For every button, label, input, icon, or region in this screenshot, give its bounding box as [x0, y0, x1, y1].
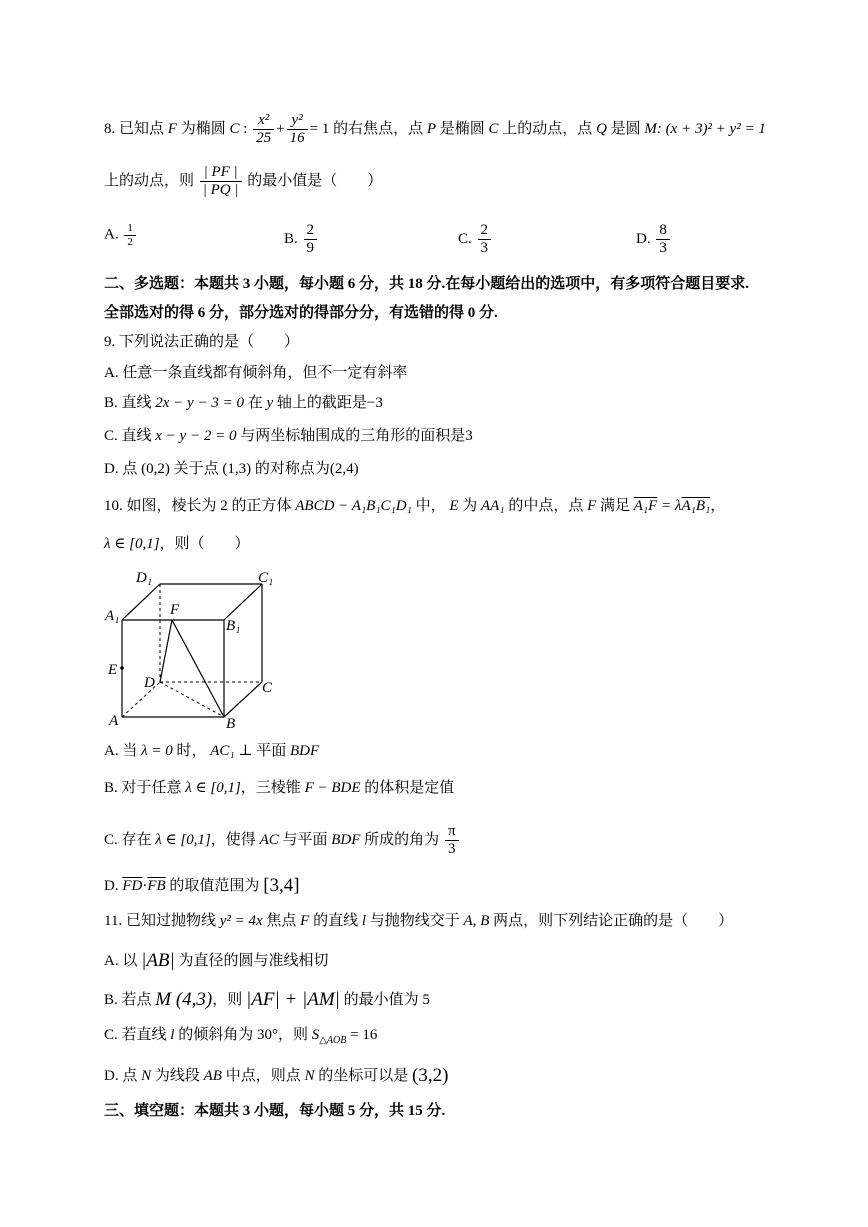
text: ，三棱锥 [240, 780, 301, 796]
dot: · [142, 878, 148, 894]
text: A. 当 [104, 743, 138, 759]
point-E [120, 666, 124, 670]
fraction-pf-pq: $\frac{| PF |}{| PQ |}$ [200, 164, 242, 200]
q10-option-b [104, 781, 454, 796]
cube-figure [104, 568, 294, 738]
text: ，则 [212, 992, 243, 1008]
edge-BC [224, 682, 262, 717]
q11-option-d [104, 1066, 448, 1085]
text: 11. 已知过抛物线 [104, 913, 216, 929]
edge-A1D1 [122, 584, 160, 620]
q8-number: 8. [104, 121, 116, 138]
label-E: E [108, 662, 118, 678]
q8-line2 [104, 164, 382, 200]
option-label: A. [104, 226, 119, 243]
option-label: C. [458, 231, 472, 248]
text: 与平面 [282, 832, 328, 849]
q8-text: 是圆 [610, 121, 641, 138]
text: 10. 如图，棱长为 2 的正方体 [104, 498, 292, 514]
equals-lambda: = λ [661, 498, 682, 514]
text: 满足 [600, 498, 631, 514]
q8-option-a [104, 222, 138, 248]
q9-stem: 9. 下列说法正确的是（ ） [104, 334, 300, 350]
text: ，使得 [210, 832, 256, 849]
q8-option-c [458, 222, 493, 258]
section3-heading: 三、填空题：本题共 3 小题，每小题 5 分，共 15 分. [104, 1103, 446, 1119]
text: C. 直线 [104, 428, 152, 444]
text: 平面 [256, 743, 287, 759]
text: 与抛物线交于 [369, 913, 460, 929]
text: 的直线 [313, 913, 359, 929]
plane-BDF: BDF [331, 832, 361, 849]
tetrahedron: F − BDE [304, 780, 361, 796]
vector-FD: $\overline{FD}$ [122, 878, 143, 894]
option-fraction: $\frac{8}{3}$ [656, 222, 670, 258]
q10-line1 [104, 499, 725, 514]
lambda-range: λ ∈ [0,1] [155, 832, 211, 849]
line-equation: x − y − 2 = 0 [155, 428, 237, 444]
q11-option-c [104, 1028, 377, 1046]
comma: ， [710, 498, 726, 514]
text: ，则（ ） [159, 536, 250, 552]
text: D. 点 [104, 1068, 138, 1084]
q8-text: 上的动点，则 [104, 173, 195, 190]
edge-B1C1 [224, 584, 262, 620]
label-D: D [144, 675, 155, 691]
text: 所成的角为 [364, 832, 440, 849]
text: 的体积是定值 [364, 780, 455, 796]
text: C. 存在 [104, 832, 152, 849]
text: 的中点，点 [508, 498, 584, 514]
area-S: S [311, 1027, 320, 1043]
q8-line1 [104, 112, 766, 148]
area-subscript: △AOB [319, 1035, 347, 1046]
var-Q: Q [596, 121, 607, 138]
text: 与两坐标轴围成的三角形的面积是 [240, 428, 466, 444]
q11-stem [104, 914, 733, 929]
point-M: M (4,3) [155, 989, 213, 1010]
text: 为直径的圆与准线相切 [178, 953, 329, 969]
label-B: B [226, 716, 236, 732]
parabola-equation: y² = 4x [219, 913, 263, 929]
text: B. 若点 [104, 992, 152, 1008]
q8-text: 已知点 [119, 121, 165, 138]
var-l: l [170, 1027, 175, 1043]
value: 3 [465, 428, 473, 444]
option-fraction: $\frac{1}{2}$ [124, 222, 136, 248]
label-C: C [262, 680, 273, 696]
value: = 16 [350, 1027, 378, 1043]
segment-AB: AB [203, 1068, 222, 1084]
label-C1: C₁ [258, 570, 274, 586]
segment-AA1: AA₁ [481, 498, 505, 514]
section2-heading-line1: 二、多选题：本题共 3 小题，每小题 6 分，共 18 分.在每小题给出的选项中，有多项符合题目要求. [104, 276, 750, 292]
q10-option-a [104, 744, 319, 759]
var-F: F [300, 913, 310, 929]
text: 两点，则下列结论正确的是（ ） [493, 913, 734, 929]
text: 中， [415, 498, 446, 514]
colon: : [239, 121, 248, 138]
option-label: B. [284, 231, 298, 248]
text: 的最小值为 5 [343, 992, 430, 1008]
q9-option-c [104, 429, 473, 444]
var-y: y [266, 395, 274, 411]
option-fraction: $\frac{2}{3}$ [478, 222, 492, 258]
perpendicular-expr: AC₁ ⊥ [210, 743, 253, 759]
text: 关于点 [173, 461, 219, 477]
text: D. 点 [104, 461, 138, 477]
text: 中点，则点 [225, 1068, 301, 1084]
text: B. 对于任意 [104, 780, 182, 796]
text: B. 直线 [104, 395, 152, 411]
q9-option-a: A. 任意一条直线都有倾斜角，但不一定有斜率 [104, 365, 408, 381]
q10-option-c [104, 823, 461, 859]
var-N: N [304, 1068, 315, 1084]
var-l: l [361, 913, 367, 929]
q8-option-d [636, 222, 672, 258]
angle: 30° [256, 1027, 278, 1043]
sum-expression: |AF| + |AM| [246, 989, 340, 1010]
q8-text: 的右焦点，点 [333, 121, 424, 138]
fraction-pi-3: $\frac{\pi}{3}$ [445, 823, 459, 859]
q11-option-a [104, 951, 329, 970]
fraction-x2-25: $\frac{\text{x²}}{25}$ [253, 112, 274, 148]
vector-FB: $\overline{FB}$ [147, 878, 166, 894]
q8-text: 的最小值是（ ） [247, 173, 383, 190]
var-E: E [449, 498, 459, 514]
text: 轴上的截距是 [276, 395, 367, 411]
text: 的对称点为 [254, 461, 330, 477]
point: (1,3) [222, 461, 252, 477]
q8-text: 是椭圆 [439, 121, 485, 138]
line-AC: AC [259, 832, 279, 849]
vector-A1B1: A₁B₁ [681, 498, 711, 514]
text: ，则 [277, 1027, 308, 1043]
text: C. 若直线 [104, 1027, 167, 1043]
option-fraction: $\frac{2}{9}$ [304, 222, 318, 258]
vector-A1F: A₁F [633, 498, 658, 514]
q8-text: 为椭圆 [180, 121, 226, 138]
line-equation: 2x − y − 3 = 0 [155, 395, 244, 411]
label-A1: A₁ [105, 608, 120, 624]
q9-option-d [104, 462, 359, 477]
option-label: D. [636, 231, 651, 248]
var-C: C [229, 121, 240, 138]
cube-name: ABCD − A₁B₁C₁D₁ [295, 498, 412, 514]
section2-heading-line2: 全部选对的得 6 分，部分选对的得部分分，有选错的得 0 分. [104, 305, 498, 321]
point: (3,2) [412, 1065, 449, 1086]
text: 时， [176, 743, 207, 759]
var-F: F [167, 121, 177, 138]
var-M: M [644, 121, 657, 138]
abs-AB: |AB| [141, 950, 175, 971]
range: [3,4] [263, 875, 300, 896]
var-C: C [488, 121, 499, 138]
lambda-range: λ ∈ [0,1] [185, 780, 241, 796]
var-N: N [141, 1068, 152, 1084]
circle-equation: : (x + 3)² + y² = 1 [656, 121, 766, 138]
value: −3 [366, 395, 383, 411]
q11-option-b [104, 990, 430, 1009]
text: 的坐标可以是 [318, 1068, 409, 1084]
plus: + [276, 121, 285, 138]
text: 为 [462, 498, 478, 514]
equals-one: = 1 [309, 121, 330, 138]
text: A. 以 [104, 953, 138, 969]
text: 的取值范围为 [169, 878, 260, 894]
q8-text: 上的动点，点 [502, 121, 593, 138]
lambda-zero: λ = 0 [141, 743, 173, 759]
label-F: F [170, 602, 180, 618]
fraction-y2-16: $\frac{\text{y²}}{16}$ [287, 112, 308, 148]
var-F: F [587, 498, 597, 514]
point: (2,4) [329, 461, 359, 477]
segment-FD [160, 620, 172, 682]
plane-BDF: BDF [290, 743, 320, 759]
label-D1: D₁ [136, 570, 153, 586]
text: 在 [247, 395, 263, 411]
text: 为线段 [154, 1068, 200, 1084]
text: D. [104, 878, 119, 894]
label-B1: B₁ [226, 618, 241, 634]
point: (0,2) [141, 461, 170, 477]
text: 焦点 [266, 913, 297, 929]
q9-option-b [104, 396, 383, 411]
label-A: A [109, 713, 119, 729]
lambda-range: λ ∈ [0,1] [104, 536, 160, 552]
cube-diagram [104, 568, 294, 733]
text: 的倾斜角为 [178, 1027, 254, 1043]
q10-option-d [104, 876, 300, 895]
q8-option-b [284, 222, 319, 258]
var-P: P [426, 121, 437, 138]
q10-line2 [104, 537, 250, 552]
points-AB: A, B [463, 913, 490, 929]
